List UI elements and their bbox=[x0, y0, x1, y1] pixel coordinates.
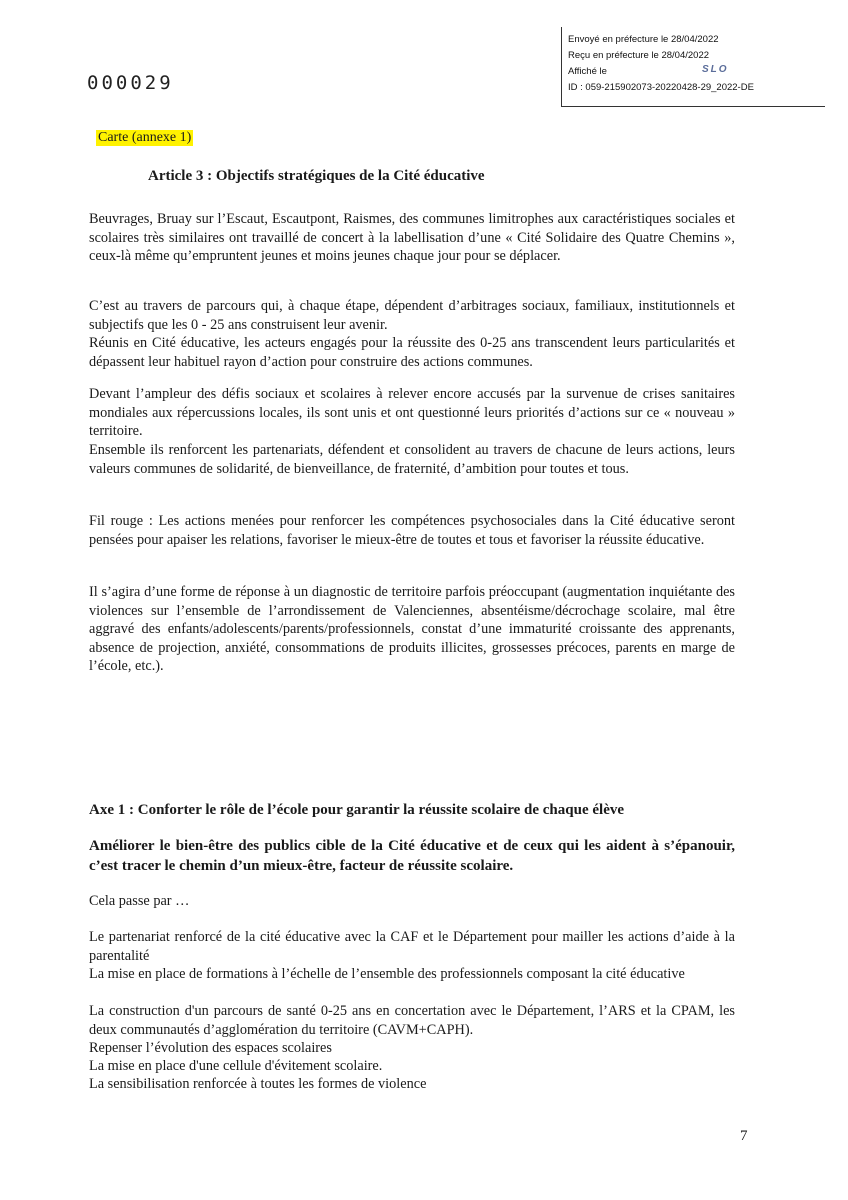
stamp-signature: SLO bbox=[702, 64, 729, 75]
list-item: La mise en place d'une cellule d'évitement scolaire. bbox=[89, 1058, 383, 1074]
paragraph-reunis: Réunis en Cité éducative, les acteurs engagés pour la réussite des 0-25 ans transcendent leurs particularités et dépassent leur habituel rayon d’action pour construire des actions communes. bbox=[89, 335, 735, 370]
stamp-id: ID : 059-215902073-20220428-29_2022-DE bbox=[568, 82, 754, 93]
page-number: 7 bbox=[740, 1128, 748, 1144]
axe-intro: Cela passe par … bbox=[89, 893, 190, 909]
paragraph-parcours: C’est au travers de parcours qui, à chaque étape, dépendent d’arbitrages sociaux, familiaux, institutionnels et subjectifs que les 0 - 25 ans construisent leur avenir. bbox=[89, 298, 735, 333]
stamp-received: Reçu en préfecture le 28/04/2022 bbox=[568, 50, 710, 61]
axe-title: Axe 1 : Conforter le rôle de l’école pour garantir la réussite scolaire de chaque élève bbox=[89, 802, 625, 818]
article-title: Article 3 : Objectifs stratégiques de la Cité éducative bbox=[148, 168, 485, 184]
document-number: 000029 bbox=[87, 72, 174, 94]
list-item: La mise en place de formations à l’échelle de l’ensemble des professionnels composant la cité éducative bbox=[89, 966, 685, 982]
paragraph-fil-rouge: Fil rouge : Les actions menées pour renforcer les compétences psychosociales dans la Cité éducative seront pensées pour apaiser les relations, favoriser le mieux-être de toutes et tous et favoriser la réussite éducative. bbox=[89, 513, 735, 548]
carte-annex-highlight: Carte (annexe 1) bbox=[98, 130, 192, 145]
paragraph-communes: Beuvrages, Bruay sur l’Escaut, Escautpont, Raismes, des communes limitrophes aux caractéristiques sociales et scolaires très similaires ont travaillé de concert à la labellisation d’une « Cité Solidaire des Quatre Chemins », ceux-là même qu’empruntent jeunes et moins jeunes chaque jour pour se déplacer. bbox=[89, 211, 735, 264]
list-item: La sensibilisation renforcée à toutes les formes de violence bbox=[89, 1076, 427, 1092]
prefecture-stamp bbox=[561, 27, 825, 107]
list-item: Le partenariat renforcé de la cité éducative avec la CAF et le Département pour mailler les actions d’aide à la parentalité bbox=[89, 929, 735, 964]
list-item: La construction d'un parcours de santé 0-25 ans en concertation avec le Département, l’ARS et la CPAM, les deux communautés d’agglomération du territoire (CAVM+CAPH). bbox=[89, 1003, 735, 1038]
stamp-sent: Envoyé en préfecture le 28/04/2022 bbox=[568, 34, 719, 45]
paragraph-ensemble: Ensemble ils renforcent les partenariats, défendent et consolident au travers de chacune de leurs actions, leurs valeurs communes de solidarité, de bienveillance, de fraternité, d’ambition pour toutes et tous. bbox=[89, 442, 735, 477]
paragraph-defis: Devant l’ampleur des défis sociaux et scolaires à relever encore accusés par la survenue de crises sanitaires mondiales aux répercussions locales, ils sont unis et ont questionné leurs priorités d’actions sur ce « nouveau » territoire. bbox=[89, 386, 735, 439]
paragraph-diagnostic: Il s’agira d’une forme de réponse à un diagnostic de territoire parfois préoccupant (augmentation inquiétante des violences sur l’ensemble de l’arrondissement de Valenciennes, absentéisme/décrochage scolaire, mal être aggravé des enfants/adolescents/parents/professionnels, constat d’une immaturité croissante des apprenants, absence de projection, anxiété, consommations de produits illicites, grossesses précoces, parents en marge de l’école, etc.). bbox=[89, 584, 735, 674]
stamp-posted: Affiché le bbox=[568, 66, 607, 77]
list-item: Repenser l’évolution des espaces scolaires bbox=[89, 1040, 332, 1056]
axe-lead: Améliorer le bien-être des publics cible de la Cité éducative et de ceux qui les aident à s’épanouir, c’est tracer le chemin d’un mieux-être, facteur de réussite scolaire. bbox=[89, 838, 735, 874]
